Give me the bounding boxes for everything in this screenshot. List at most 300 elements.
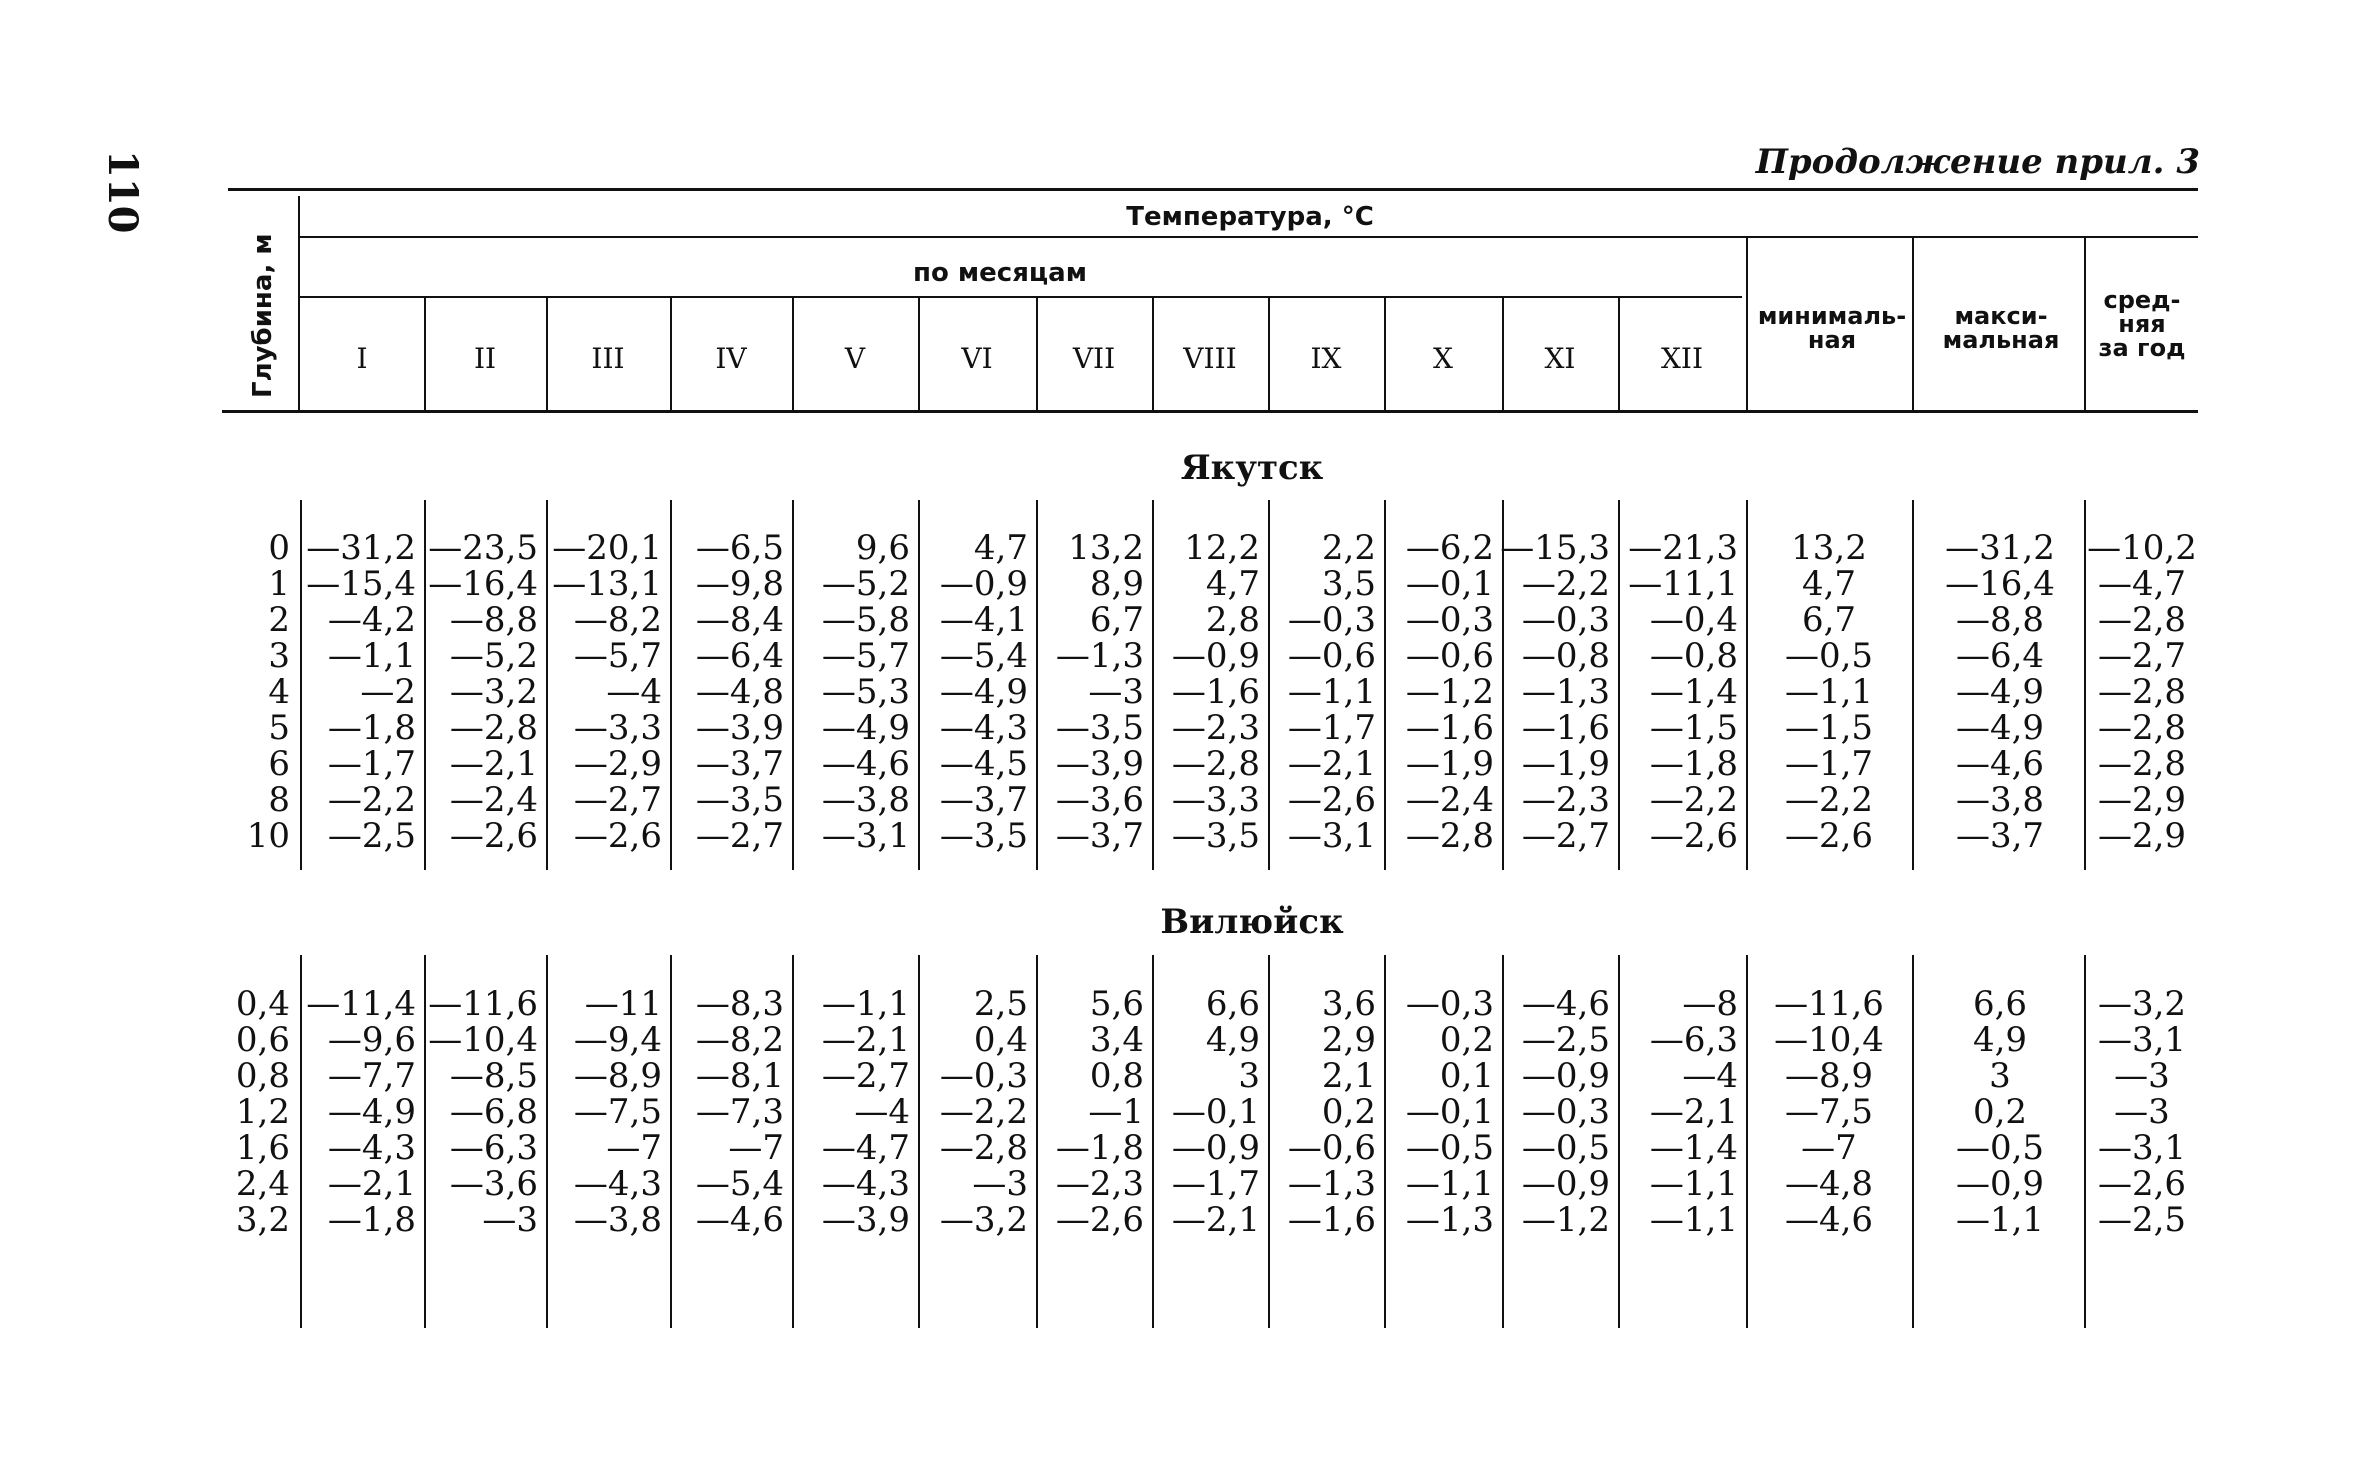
header-divider [792,298,794,410]
month-value-cell: —2,2 [327,780,416,820]
month-value-cell: —0,8 [1649,636,1738,676]
month-value-cell: 4,7 [973,528,1028,568]
maximum-cell: —0,5 [1955,1128,2045,1168]
month-value-cell: —2,1 [1287,744,1376,784]
depth-cell: 1 [268,564,290,604]
minimum-cell: —11,6 [1774,984,1884,1024]
month-value-cell: —0,9 [1521,1056,1610,1096]
minimum-cell: —1,7 [1784,744,1874,784]
column-divider [670,500,672,870]
months-rule [300,296,1742,298]
maximum-cell: —6,4 [1955,636,2045,676]
header-bottom-rule [222,410,2198,413]
month-value-cell: —3,8 [573,1200,662,1240]
month-value-cell: —2,3 [1055,1164,1144,1204]
month-value-cell: —3,5 [1171,816,1260,856]
column-divider [792,500,794,870]
month-value-cell: —3,7 [939,780,1028,820]
month-value-cell: —4,6 [695,1200,784,1240]
month-value-cell: —0,6 [1287,1128,1376,1168]
month-value-cell: —2,8 [1171,744,1260,784]
depth-cell: 4 [268,672,290,712]
month-value-cell: —11 [584,984,662,1024]
month-value-cell: —1,3 [1405,1200,1494,1240]
column-divider [792,955,794,1328]
minimum-header: минималь- ная [1757,302,1907,354]
depth-cell: 2 [268,600,290,640]
month-value-cell: —1,6 [1405,708,1494,748]
month-value-cell: —0,1 [1171,1092,1260,1132]
month-value-cell: —4,8 [695,672,784,712]
month-value-cell: —3,5 [939,816,1028,856]
annual-mean-cell: —2,7 [2097,636,2187,676]
month-value-cell: —1,6 [1521,708,1610,748]
month-value-cell: —1,9 [1521,744,1610,784]
column-divider [918,955,920,1328]
month-value-cell: 12,2 [1184,528,1260,568]
month-value-cell: —0,9 [1521,1164,1610,1204]
header-divider [670,298,672,410]
month-value-cell: 0,8 [1089,1056,1144,1096]
month-value-cell: —5,7 [821,636,910,676]
minimum-cell: —4,6 [1784,1200,1874,1240]
month-value-cell: —3,7 [695,744,784,784]
month-value-cell: —2,4 [449,780,538,820]
depth-cell: 6 [268,744,290,784]
month-value-cell: —1,3 [1287,1164,1376,1204]
month-value-cell: —3,9 [1055,744,1144,784]
column-divider [1384,955,1386,1328]
annual-mean-cell: —2,9 [2097,780,2187,820]
month-value-cell: —15,3 [1500,528,1610,568]
maximum-cell: —3,7 [1955,816,2045,856]
month-value-cell: —1,3 [1055,636,1144,676]
month-value-cell: —4,3 [821,1164,910,1204]
minimum-cell: —0,5 [1784,636,1874,676]
annual-mean-cell: —3,1 [2097,1128,2187,1168]
column-divider [1912,955,1914,1328]
minimum-cell: —2,6 [1784,816,1874,856]
month-value-cell: 4,9 [1205,1020,1260,1060]
month-value-cell: —2,7 [573,780,662,820]
maximum-cell: —16,4 [1945,564,2055,604]
depth-cell: 2,4 [235,1164,290,1204]
by-months-header: по месяцам [913,258,1087,288]
month-value-cell: —0,3 [1287,600,1376,640]
month-value-cell: —7,5 [573,1092,662,1132]
month-value-cell: —1,2 [1405,672,1494,712]
month-value-cell: —3,8 [821,780,910,820]
month-value-cell: —5,7 [573,636,662,676]
month-value-cell: —5,4 [939,636,1028,676]
month-value-cell: —3,9 [821,1200,910,1240]
month-value-cell: —2,5 [1521,1020,1610,1060]
month-value-cell: —23,5 [428,528,538,568]
month-value-cell: —5,8 [821,600,910,640]
month-value-cell: —1,9 [1405,744,1494,784]
depth-cell: 5 [268,708,290,748]
month-value-cell: —3 [1088,672,1144,712]
depth-cell: 0 [268,528,290,568]
annual-mean-cell: —2,5 [2097,1200,2187,1240]
month-value-cell: —21,3 [1628,528,1738,568]
month-value-cell: —11,4 [306,984,416,1024]
column-divider [546,500,548,870]
month-value-cell: 3 [1238,1056,1260,1096]
month-value-cell: 6,7 [1089,600,1144,640]
maximum-cell: —3,8 [1955,780,2045,820]
month-value-cell: 2,8 [1205,600,1260,640]
month-header-3: III [591,342,625,375]
month-value-cell: —1,6 [1287,1200,1376,1240]
maximum-cell: —1,1 [1955,1200,2045,1240]
minimum-cell: —7,5 [1784,1092,1874,1132]
month-value-cell: —2 [360,672,416,712]
maximum-cell: —4,9 [1955,672,2045,712]
month-value-cell: —3,9 [695,708,784,748]
maximum-cell: —8,8 [1955,600,2045,640]
month-value-cell: 2,9 [1321,1020,1376,1060]
month-value-cell: —1,8 [327,708,416,748]
month-value-cell: —31,2 [306,528,416,568]
month-value-cell: —0,6 [1287,636,1376,676]
month-value-cell: —3,3 [573,708,662,748]
month-value-cell: —6,3 [449,1128,538,1168]
month-value-cell: 0,4 [973,1020,1028,1060]
month-value-cell: —0,9 [939,564,1028,604]
month-value-cell: —0,6 [1405,636,1494,676]
depth-cell: 1,2 [235,1092,290,1132]
month-header-9: IX [1310,342,1342,375]
annual-mean-cell: —2,8 [2097,600,2187,640]
month-value-cell: —2,2 [939,1092,1028,1132]
city-title: Якутск [1180,448,1324,488]
month-value-cell: —0,9 [1171,636,1260,676]
month-value-cell: —9,4 [573,1020,662,1060]
column-divider [1268,955,1270,1328]
month-value-cell: —4,2 [327,600,416,640]
month-value-cell: —1 [1088,1092,1144,1132]
month-value-cell: —2,2 [1521,564,1610,604]
month-value-cell: —5,2 [821,564,910,604]
month-value-cell: —7 [606,1128,662,1168]
month-value-cell: —4,9 [939,672,1028,712]
month-value-cell: —7,3 [695,1092,784,1132]
month-value-cell: —6,5 [695,528,784,568]
month-value-cell: —5,2 [449,636,538,676]
month-value-cell: —0,1 [1405,1092,1494,1132]
maximum-cell: —4,6 [1955,744,2045,784]
month-value-cell: —2,3 [1521,780,1610,820]
month-value-cell: —5,4 [695,1164,784,1204]
month-value-cell: —4 [606,672,662,712]
month-value-cell: —2,7 [821,1056,910,1096]
minimum-cell: —4,8 [1784,1164,1874,1204]
month-value-cell: —9,6 [327,1020,416,1060]
header-divider [424,298,426,410]
month-value-cell: —6,4 [695,636,784,676]
month-value-cell: —2,1 [821,1020,910,1060]
month-value-cell: —8,9 [573,1056,662,1096]
column-divider [1502,955,1504,1328]
month-value-cell: —7 [728,1128,784,1168]
header-divider [546,298,548,410]
month-value-cell: 13,2 [1068,528,1144,568]
city-title: Вилюйск [1160,902,1344,942]
header-divider [1384,298,1386,410]
minimum-cell: —1,1 [1784,672,1874,712]
maximum-cell: 0,2 [1972,1092,2028,1132]
month-value-cell: —3,1 [1287,816,1376,856]
month-value-cell: —2,6 [1649,816,1738,856]
month-value-cell: —3,5 [1055,708,1144,748]
month-value-cell: —2,6 [1055,1200,1144,1240]
column-divider [670,955,672,1328]
column-divider [1746,500,1748,870]
minimum-cell: —2,2 [1784,780,1874,820]
month-value-cell: —0,9 [1171,1128,1260,1168]
month-value-cell: —4 [854,1092,910,1132]
minimum-cell: 6,7 [1801,600,1857,640]
depth-cell: 0,6 [235,1020,290,1060]
month-value-cell: —2,3 [1171,708,1260,748]
depth-cell: 10 [246,816,290,856]
month-value-cell: —3,3 [1171,780,1260,820]
header-divider [1036,298,1038,410]
month-value-cell: —1,7 [1171,1164,1260,1204]
page-number: 110 [99,150,146,234]
month-value-cell: —2,5 [327,816,416,856]
month-header-6: VI [961,342,993,375]
month-value-cell: —8,1 [695,1056,784,1096]
month-value-cell: —1,2 [1521,1200,1610,1240]
depth-cell: 0,4 [235,984,290,1024]
month-value-cell: —6,8 [449,1092,538,1132]
month-value-cell: —0,3 [939,1056,1028,1096]
month-value-cell: —0,3 [1521,1092,1610,1132]
annual-mean-cell: —10,2 [2087,528,2197,568]
month-value-cell: —1,1 [327,636,416,676]
month-value-cell: —2,2 [1649,780,1738,820]
month-header-12: XII [1660,342,1704,375]
month-value-cell: —13,1 [552,564,662,604]
depth-cell: 0,8 [235,1056,290,1096]
month-value-cell: —1,1 [1405,1164,1494,1204]
temperature-header: Температура, °С [1126,202,1374,232]
annual-mean-cell: —3,2 [2097,984,2187,1024]
month-value-cell: —1,1 [1287,672,1376,712]
month-value-cell: —0,5 [1521,1128,1610,1168]
month-value-cell: —2,6 [573,816,662,856]
month-header-10: X [1433,342,1453,375]
column-divider [1036,955,1038,1328]
month-header-11: XI [1544,342,1576,375]
month-value-cell: —3,2 [939,1200,1028,1240]
annual-mean-cell: —3,1 [2097,1020,2187,1060]
header-divider [1746,238,1748,410]
month-value-cell: 4,7 [1205,564,1260,604]
month-value-cell: —3,1 [821,816,910,856]
month-value-cell: —4,9 [821,708,910,748]
month-value-cell: —11,1 [1628,564,1738,604]
column-divider [1746,955,1748,1328]
annual-mean-cell: —2,9 [2097,816,2187,856]
column-divider [1036,500,1038,870]
month-value-cell: —2,7 [695,816,784,856]
header-divider [2084,238,2086,410]
month-value-cell: —2,6 [449,816,538,856]
header-divider [298,196,300,410]
month-value-cell: —1,1 [821,984,910,1024]
month-value-cell: —8,2 [573,600,662,640]
month-value-cell: —1,6 [1171,672,1260,712]
month-value-cell: —2,4 [1405,780,1494,820]
month-value-cell: —0,1 [1405,564,1494,604]
month-value-cell: —10,4 [428,1020,538,1060]
minimum-cell: 13,2 [1791,528,1867,568]
month-value-cell: —4,9 [327,1092,416,1132]
month-value-cell: —4,6 [821,744,910,784]
month-value-cell: 2,5 [973,984,1028,1024]
annual-mean-header: сред- няя за год [2098,286,2186,362]
month-value-cell: —1,8 [327,1200,416,1240]
month-value-cell: —4,7 [821,1128,910,1168]
month-value-cell: —4,6 [1521,984,1610,1024]
column-divider [1618,955,1620,1328]
month-value-cell: —16,4 [428,564,538,604]
month-header-8: VIII [1183,342,1237,375]
month-value-cell: —8,3 [695,984,784,1024]
month-value-cell: —1,7 [327,744,416,784]
month-value-cell: —1,4 [1649,672,1738,712]
maximum-header: макси- мальная [1942,302,2060,354]
month-value-cell: 8,9 [1089,564,1144,604]
month-value-cell: —8,4 [695,600,784,640]
minimum-cell: —10,4 [1774,1020,1884,1060]
maximum-cell: —4,9 [1955,708,2045,748]
month-value-cell: —3,5 [695,780,784,820]
header-divider [1502,298,1504,410]
column-divider [424,500,426,870]
month-value-cell: —11,6 [428,984,538,1024]
annual-mean-cell: —2,8 [2097,708,2187,748]
month-value-cell: —1,8 [1649,744,1738,784]
depth-cell: 3,2 [235,1200,290,1240]
month-value-cell: 2,2 [1321,528,1376,568]
month-value-cell: —2,6 [1287,780,1376,820]
month-value-cell: —2,1 [327,1164,416,1204]
month-value-cell: —3,6 [449,1164,538,1204]
annual-mean-cell: —3 [2114,1056,2170,1096]
month-header-5: V [844,342,866,375]
month-value-cell: —1,3 [1521,672,1610,712]
month-header-7: VII [1072,342,1116,375]
month-value-cell: —4,3 [939,708,1028,748]
header-top-rule [228,188,2198,191]
month-value-cell: —4,3 [327,1128,416,1168]
column-divider [546,955,548,1328]
month-value-cell: —2,7 [1521,816,1610,856]
header-divider [918,298,920,410]
maximum-cell: —31,2 [1945,528,2055,568]
maximum-cell: 6,6 [1972,984,2028,1024]
depth-column-header: Глубина, м [248,233,278,398]
month-value-cell: —1,1 [1649,1164,1738,1204]
month-value-cell: —20,1 [552,528,662,568]
month-value-cell: 5,6 [1089,984,1144,1024]
month-value-cell: —6,3 [1649,1020,1738,1060]
month-value-cell: —3,7 [1055,816,1144,856]
month-value-cell: —4,5 [939,744,1028,784]
month-value-cell: 0,2 [1439,1020,1494,1060]
month-value-cell: —7,7 [327,1056,416,1096]
column-divider [1152,955,1154,1328]
month-value-cell: —3,6 [1055,780,1144,820]
month-value-cell: —2,8 [449,708,538,748]
header-divider [1152,298,1154,410]
column-divider [1152,500,1154,870]
month-value-cell: —0,3 [1405,984,1494,1024]
table-caption: Продолжение прил. 3 [1755,142,2200,182]
month-header-1: I [356,342,368,375]
month-value-cell: —2,9 [573,744,662,784]
header-divider [1912,238,1914,410]
minimum-cell: —7 [1801,1128,1857,1168]
minimum-cell: 4,7 [1801,564,1857,604]
depth-cell: 8 [268,780,290,820]
month-value-cell: 9,6 [855,528,910,568]
month-value-cell: 0,2 [1321,1092,1376,1132]
column-divider [424,955,426,1328]
month-value-cell: —2,1 [1649,1092,1738,1132]
month-value-cell: 3,4 [1089,1020,1144,1060]
maximum-cell: —0,9 [1955,1164,2045,1204]
month-value-cell: 0,1 [1439,1056,1494,1096]
month-header-2: II [473,342,497,375]
month-value-cell: —8,5 [449,1056,538,1096]
month-value-cell: —1,4 [1649,1128,1738,1168]
month-value-cell: —8,8 [449,600,538,640]
depth-cell: 3 [268,636,290,676]
column-divider [1384,500,1386,870]
month-value-cell: 2,1 [1321,1056,1376,1096]
month-value-cell: 3,6 [1321,984,1376,1024]
maximum-cell: 3 [1989,1056,2011,1096]
column-divider [300,500,302,870]
month-value-cell: 3,5 [1321,564,1376,604]
column-divider [300,955,302,1328]
month-value-cell: —3 [482,1200,538,1240]
month-value-cell: —2,8 [1405,816,1494,856]
month-value-cell: —0,3 [1521,600,1610,640]
annual-mean-cell: —3 [2114,1092,2170,1132]
month-value-cell: —8,2 [695,1020,784,1060]
column-divider [1912,500,1914,870]
month-value-cell: —0,4 [1649,600,1738,640]
month-header-4: IV [715,342,747,375]
month-value-cell: —0,5 [1405,1128,1494,1168]
annual-mean-cell: —2,8 [2097,744,2187,784]
month-value-cell: —0,3 [1405,600,1494,640]
month-value-cell: —2,8 [939,1128,1028,1168]
month-value-cell: —5,3 [821,672,910,712]
month-value-cell: 6,6 [1205,984,1260,1024]
minimum-cell: —8,9 [1784,1056,1874,1096]
column-divider [1268,500,1270,870]
month-value-cell: —4,3 [573,1164,662,1204]
month-value-cell: —4 [1682,1056,1738,1096]
column-divider [1618,500,1620,870]
